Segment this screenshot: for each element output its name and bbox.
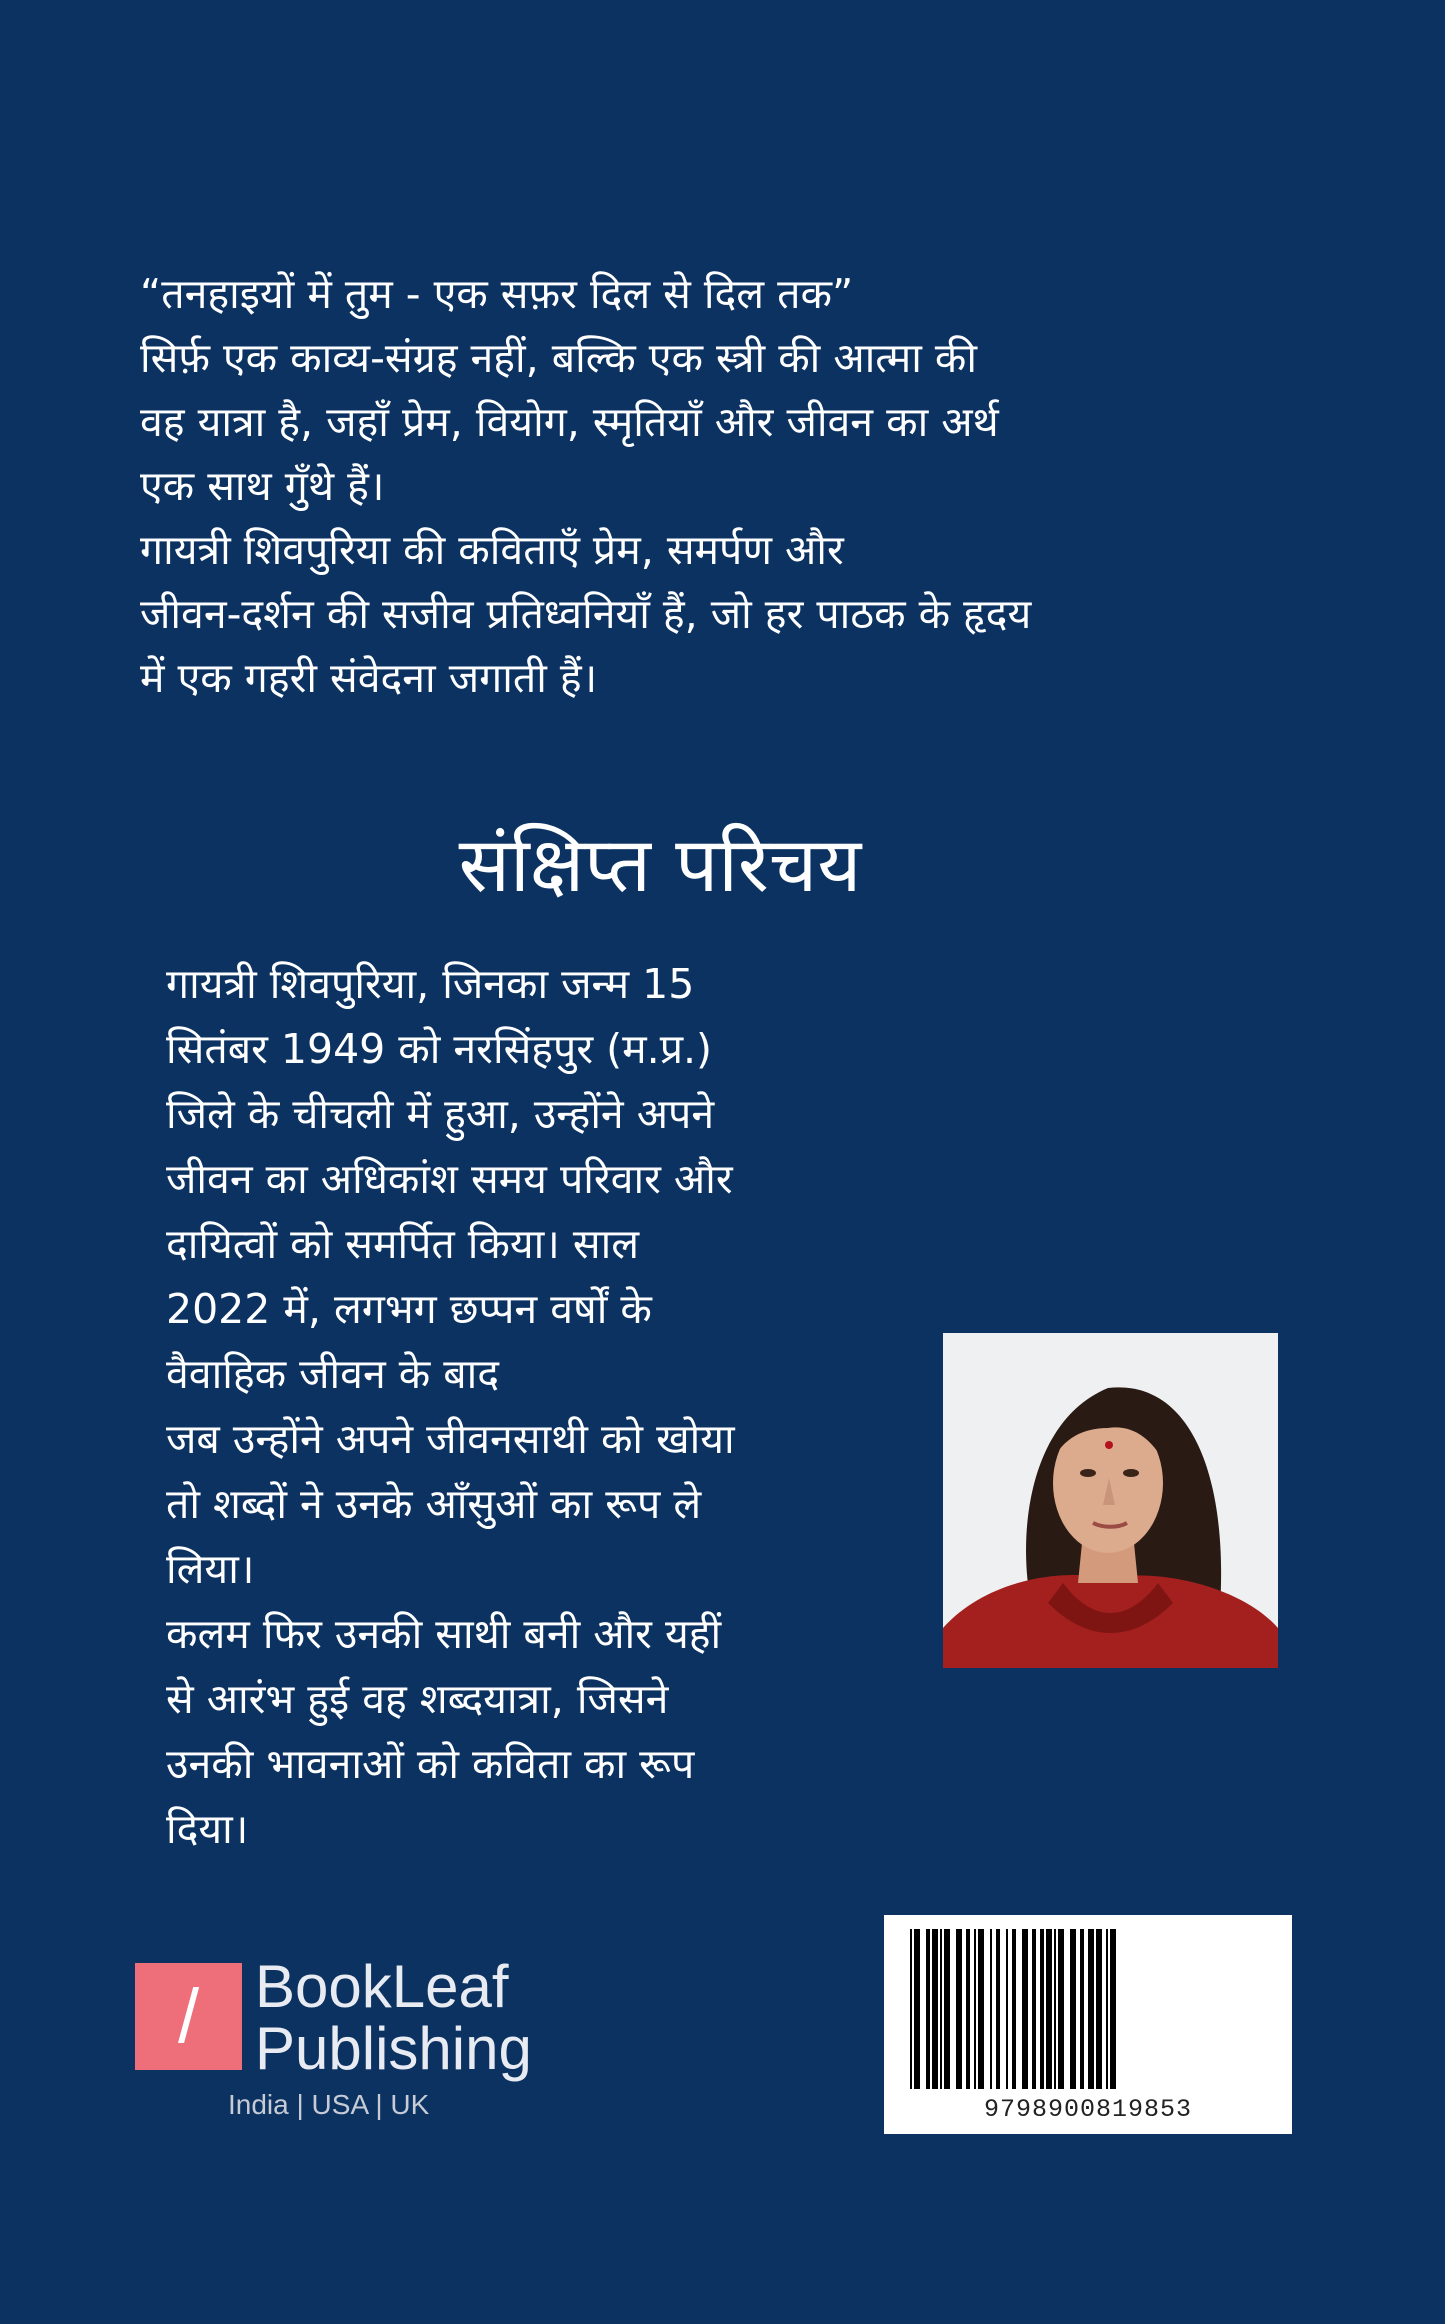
- barcode-bar: [1054, 1929, 1056, 2089]
- barcode-bar: [974, 1929, 976, 2089]
- blurb-line: गायत्री शिवपुरिया की कविताएँ प्रेम, समर्पण और: [140, 526, 844, 574]
- barcode-bar: [966, 1929, 970, 2089]
- bio-line: सितंबर 1949 को नरसिंहपुर (म.प्र.): [166, 1025, 713, 1073]
- barcode-bar: [1070, 1929, 1076, 2089]
- barcode-bar: [1012, 1929, 1016, 2089]
- section-heading: संक्षिप्त परिचय: [458, 820, 862, 909]
- isbn-number: 9798900819853: [983, 2095, 1193, 2124]
- publisher-name-line1: BookLeaf: [255, 1953, 509, 2020]
- barcode-bar: [956, 1929, 962, 2089]
- blurb-line: एक साथ गुँथे हैं।: [140, 462, 385, 510]
- bio-line: गायत्री शिवपुरिया, जिनका जन्म 15: [166, 960, 695, 1008]
- bio-line: जीवन का अधिकांश समय परिवार और: [166, 1155, 733, 1203]
- blurb-line: जीवन-दर्शन की सजीव प्रतिध्वनियाँ हैं, जो हर पाठक के हृदय: [140, 590, 1032, 638]
- author-bio: [166, 952, 886, 1862]
- barcode-bar: [1032, 1929, 1036, 2089]
- publisher-name-line2: Publishing: [255, 2015, 532, 2082]
- barcode-bar: [926, 1929, 930, 2089]
- barcode-bars: [906, 1929, 1270, 2089]
- barcode-bar: [940, 1929, 942, 2089]
- barcode-bar: [1040, 1929, 1044, 2089]
- blurb-text: [140, 262, 1250, 710]
- blurb-line: सिर्फ़ एक काव्य-संग्रह नहीं, बल्कि एक स्त्री की आत्मा की: [140, 334, 978, 382]
- blurb-line: में एक गहरी संवेदना जगाती हैं।: [140, 654, 598, 702]
- author-photo: [943, 1333, 1278, 1668]
- barcode-bar: [914, 1929, 920, 2089]
- bio-line: वैवाहिक जीवन के बाद: [166, 1350, 500, 1398]
- barcode-bar: [932, 1929, 938, 2089]
- blurb-line: वह यात्रा है, जहाँ प्रेम, वियोग, स्मृतियाँ और जीवन का अर्थ: [140, 398, 999, 446]
- blurb-line: “तनहाइयों में तुम - एक सफ़र दिल से दिल तक”: [140, 270, 854, 318]
- publisher-regions: India | USA | UK: [228, 2089, 430, 2120]
- bio-line: उनकी भावनाओं को कविता का रूप: [166, 1740, 695, 1788]
- bio-line: जब उन्होंने अपने जीवनसाथी को खोया: [166, 1415, 735, 1463]
- bio-line: से आरंभ हुई वह शब्दयात्रा, जिसने: [166, 1675, 669, 1723]
- publisher-logo-mark: [135, 1963, 242, 2070]
- barcode-bar: [944, 1929, 950, 2089]
- bio-line: दिया।: [166, 1805, 249, 1853]
- bio-line: तो शब्दों ने उनके आँसुओं का रूप ले: [166, 1480, 702, 1528]
- barcode-bar: [978, 1929, 984, 2089]
- barcode-bar: [1106, 1929, 1108, 2089]
- barcode-bar: [1096, 1929, 1102, 2089]
- barcode-bar: [1046, 1929, 1052, 2089]
- barcode-bar: [990, 1929, 992, 2089]
- bio-line: दायित्वों को समर्पित किया। साल: [166, 1220, 639, 1268]
- barcode-bar: [1022, 1929, 1028, 2089]
- barcode-bar: [996, 1929, 1000, 2089]
- bio-line: जिले के चीचली में हुआ, उन्होंने अपने: [166, 1090, 715, 1138]
- isbn-barcode: [884, 1915, 1292, 2134]
- barcode-bar: [1058, 1929, 1064, 2089]
- publisher-name: [255, 1953, 532, 2082]
- barcode-bar: [1006, 1929, 1008, 2089]
- bio-line: कलम फिर उनकी साथी बनी और यहीं: [166, 1610, 722, 1658]
- barcode-bar: [910, 1929, 912, 2089]
- barcode-bar: [1080, 1929, 1084, 2089]
- bio-line: लिया।: [166, 1545, 255, 1593]
- bio-line: 2022 में, लगभग छप्पन वर्षों के: [166, 1285, 652, 1333]
- barcode-bar: [1110, 1929, 1116, 2089]
- slash-icon: /: [177, 1974, 200, 2059]
- barcode-bar: [1088, 1929, 1094, 2089]
